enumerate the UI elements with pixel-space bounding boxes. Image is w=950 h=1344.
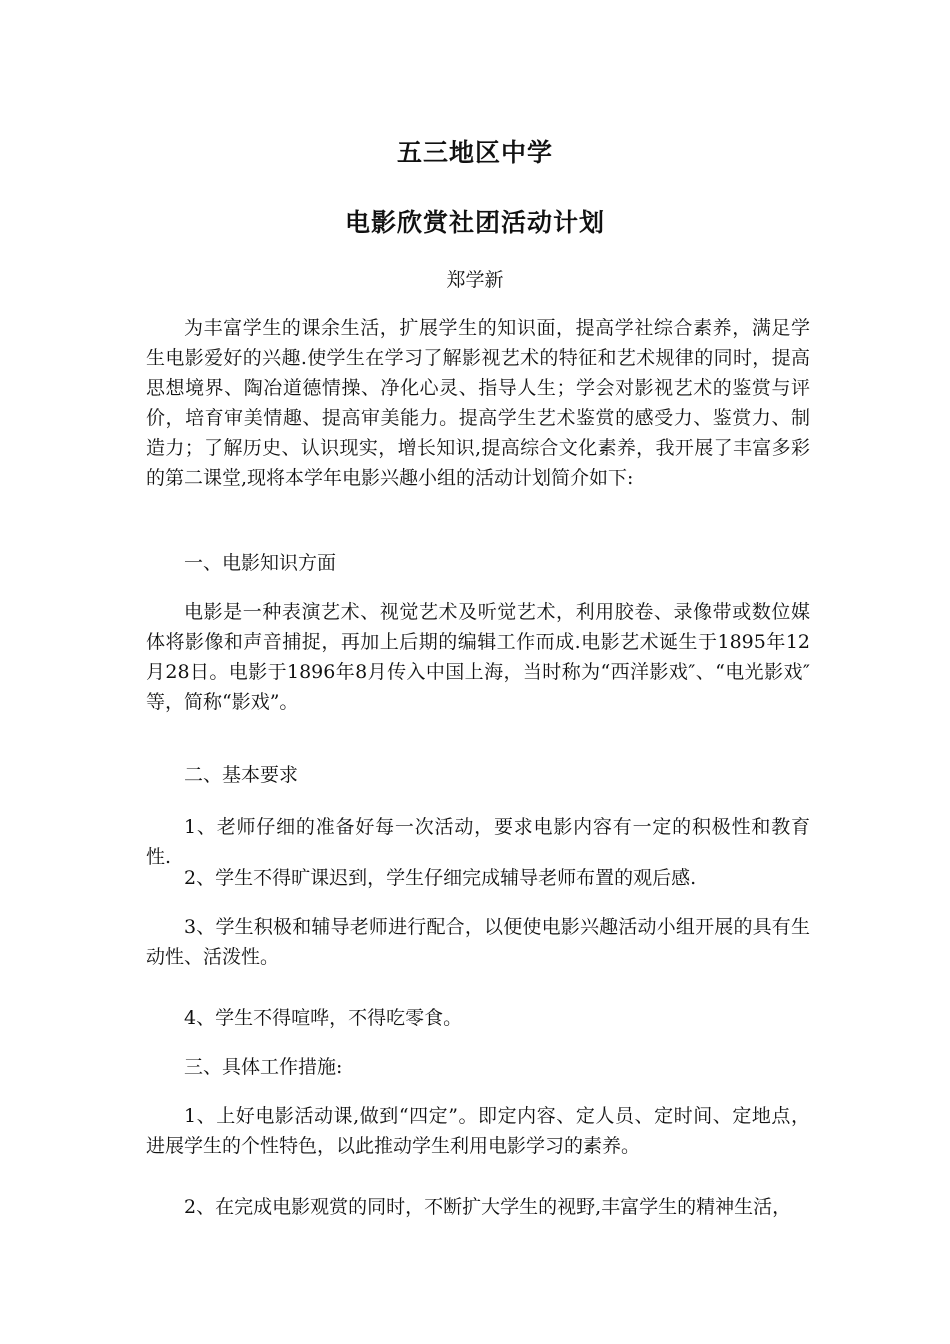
requirement-item: 3、学生积极和辅导老师进行配合，以便使电影兴趣活动小组开展的具有生动性、活泼性。	[146, 916, 810, 968]
intro-paragraph: 为丰富学生的课余生活，扩展学生的知识面，提高学社综合素养，满足学生电影爱好的兴趣.使学生在学习了解影视艺术的特征和艺术规律的同时，提高思想境界、陶冶道德情操、净化心灵、指导人生；学会对影视艺术的鉴赏与评价，培育审美情趣、提高审美能力。提高学生艺术鉴赏的感受力、鉴赏力、制造力；了解历史、认识现实，增长知识,提高综合文化素养，我开展了丰富多彩的第二课堂,现将本学年电影兴趣小组的活动计划简介如下:	[146, 317, 810, 489]
document-title: 电影欣赏社团活动计划	[344, 208, 605, 237]
measure-item: 2、在完成电影观赏的同时，不断扩大学生的视野,丰富学生的精神生活，	[184, 1196, 792, 1218]
measure-item: 1、上好电影活动课,做到“四定”。即定内容、定人员、定时间、定地点，进展学生的个性特色，以此推动学生利用电影学习的素养。	[146, 1105, 810, 1157]
knowledge-paragraph: 电影是一种表演艺术、视觉艺术及听觉艺术，利用胶卷、录像带或数位媒体将影像和声音捕捉，再加上后期的编辑工作而成.电影艺术诞生于1895年12月28日。电影于1896年8月传入中国上海，当时称为“西洋影戏″、“电光影戏″等，简称“影戏”。	[146, 601, 810, 713]
requirement-item: 4、学生不得喧哗，不得吃零食。	[184, 1007, 463, 1029]
author-name: 郑学新	[446, 269, 504, 291]
requirement-item: 1、老师仔细的准备好每一次活动，要求电影内容有一定的积极性和教育性.	[146, 816, 810, 868]
section-heading-requirements: 二、基本要求	[184, 764, 299, 786]
school-title: 五三地区中学	[396, 138, 553, 167]
section-heading-knowledge: 一、电影知识方面	[184, 552, 337, 574]
requirement-item: 2、学生不得旷课迟到，学生仔细完成辅导老师布置的观后感.	[184, 867, 697, 889]
section-heading-measures: 三、具体工作措施:	[184, 1056, 343, 1078]
